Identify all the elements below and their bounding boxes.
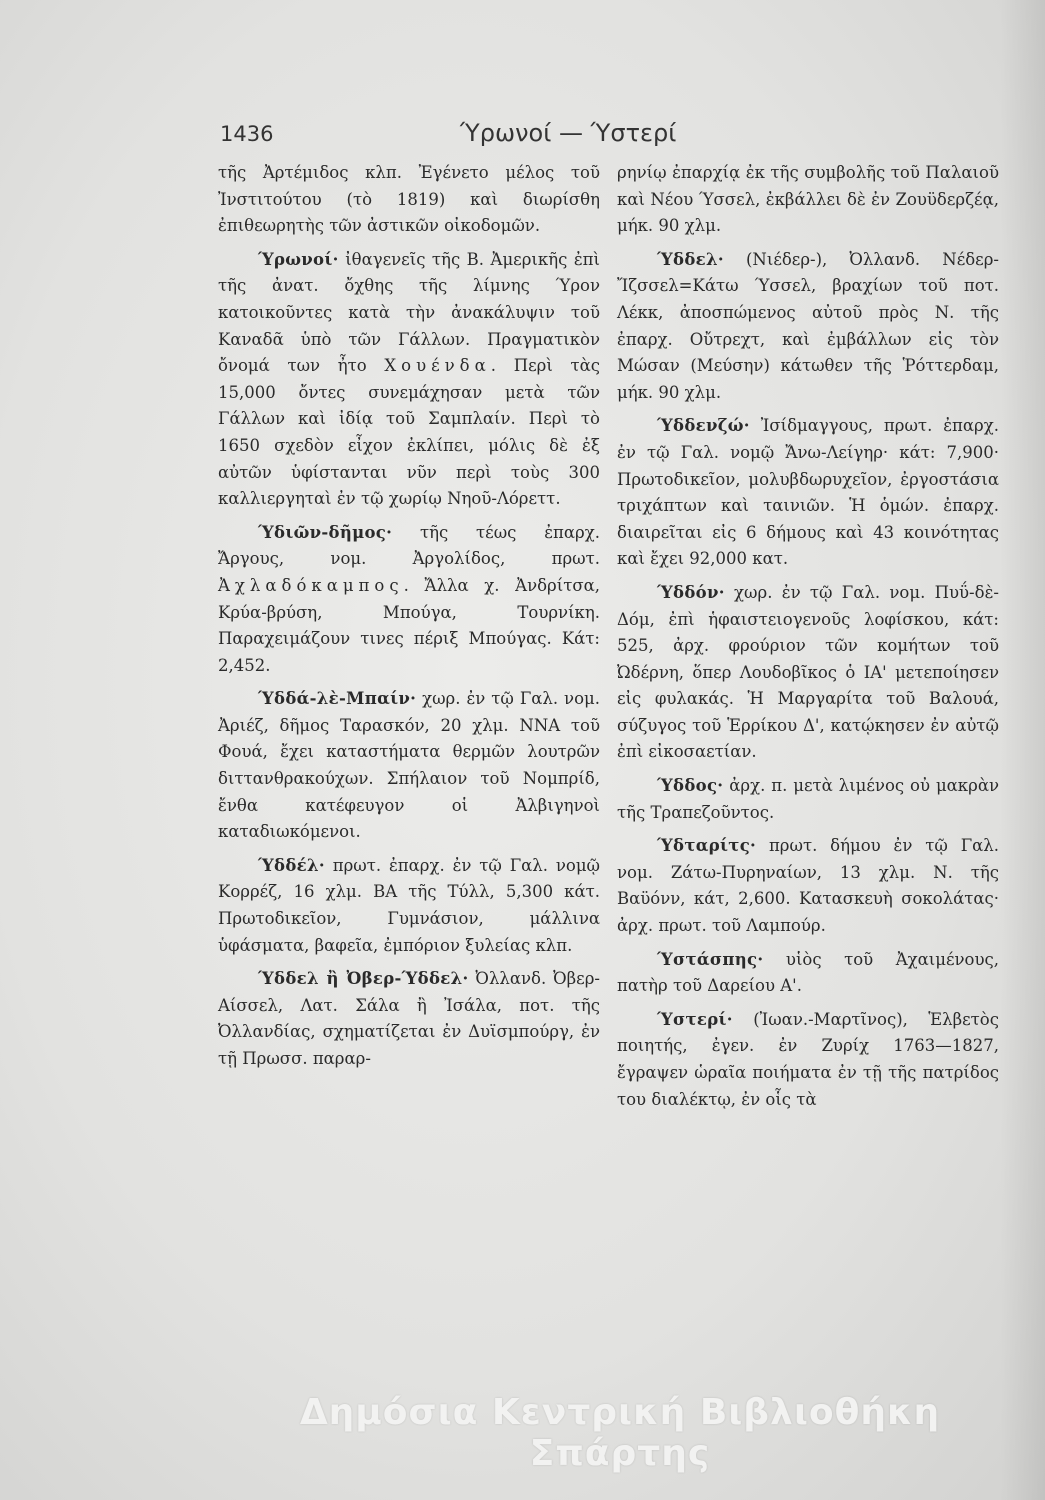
entry-headword: Ύδδελ· [657,249,724,269]
entry-headword: Ύδδελ ἢ Ὀβερ-Ύδδελ· [258,969,469,989]
running-head: Ύρωνοί — Ύστερί [460,119,677,147]
spaced-word: Χουένδα [384,356,491,376]
dictionary-entry [218,966,600,1072]
entry-text: χωρ. ἐν τῷ Γαλ. νομ. Ἀριέζ, δῆμος Ταρασκόν, 20 χλμ. ΝΝΑ τοῦ Φουά, ἔχει καταστήματα θερμῶν λουτρῶν διττανθρακούχων. Σπήλαιον τοῦ Νομπρίδ, ἔνθα κατέφευγον οἱ Ἀλβιγηνοὶ καταδιωκόμενοι. [218,689,600,842]
spaced-word: Ἀχλαδόκαμπος [218,575,404,595]
entry-text: Ὀλλανδ. Ὀβερ-Αίσσελ, Λατ. Σάλα ἢ Ἰσάλα, ποτ. τῆς Ὀλλανδίας, σχηματίζεται ἐν Δυϊσμπούργ, ἐν τῇ Πρωσσ. παραρ- [218,969,600,1068]
entry-text: Ἰσίδμαγγους, πρωτ. ἐπαρχ. ἐν τῷ Γαλ. νομῷ Ἄνω-Λείγηρ· κάτ: 7,900· Πρωτοδικεῖον, μολυβδωρυχεῖον, ἐργοστάσια τριχάπτων καὶ ταινιῶν. Ἡ ὁμών. ἐπαρχ. διαιρεῖται εἰς 6 δήμους καὶ 43 κοινότητας καὶ ἔχει 92,000 κατ. [617,416,999,569]
left-column [218,160,600,1080]
dictionary-entry [617,580,999,766]
entry-headword: Ύδδενζώ· [657,416,750,436]
dictionary-entry [617,1007,999,1113]
right-column [617,160,999,1120]
page-edge-shadow [1000,0,1045,1500]
entry-text: πρωτ. δήμου ἐν τῷ Γαλ. νομ. Ζάτω-Πυρηναίων, 13 χλμ. Ν. τῆς Βαϋόνν, κάτ, 2,600. Κατασκευὴ σοκολάτας· ἀρχ. πρωτ. τοῦ Λαμπούρ. [617,836,999,936]
dictionary-entry [218,853,600,959]
entry-headword: Ύδδος· [657,776,724,796]
entry-headword: Ύστάσπης· [657,949,764,969]
entry-headword: Ύδδά-λὲ-Μπαίν· [258,689,417,709]
dictionary-entry: Ύδιῶν-δῆμος· τῆς τέως ἐπαρχ. Ἄργους, νομ. Ἀργολίδος, πρωτ. Ἀχλαδόκαμπος. Ἄλλα χ. Ἀνδρίτσα, Κρύα-βρύση, Μπούγα, Τουρνίκη. Παραχειμάζουν τινες πέριξ Μπούγας. Κάτ: 2,452. [218,522,600,675]
dictionary-entry [617,773,999,826]
page-number: 1436 [220,122,274,146]
dictionary-entry: Ύρωνοί· ἰθαγενεῖς τῆς Β. Ἀμερικῆς ἐπὶ τῆς ἀνατ. ὄχθης τῆς λίμνης Ύρον κατοικοῦντες κατὰ τὴν ἀνακάλυψιν τοῦ Καναδᾶ ὑπὸ τῶν Γάλλων. Πραγματικὸν ὄνομά των ἦτο Χουένδα. Περὶ τὰς 15,000 ὄντες συνεμάχησαν μετὰ τῶν Γάλλων καὶ ἰδίᾳ τοῦ Σαμπλαίν. Περὶ τὸ 1650 σχεδὸν εἶχον ἐκλίπει, μόλις δὲ ἐξ αὐτῶν ὑφίστανται νῦν περὶ τοὺς 300 καλλιεργηταὶ ἐν τῷ χωρίῳ Νηοῦ-Λόρεττ. [218,249,600,509]
dictionary-entry [617,247,999,407]
entry-headword: Ύστερί· [657,1009,733,1029]
entry-text: πρωτ. ἐπαρχ. ἐν τῷ Γαλ. νομῷ Κορρέζ, 16 χλμ. ΒΑ τῆς Τύλλ, 5,300 κάτ. Πρωτοδικεῖον, Γυμνάσιον, μάλλινα ὑφάσματα, βαφεῖα, ἐμπόριον ξυλείας κλπ. [218,855,600,955]
entry-headword: Ύδδόν· [657,582,725,602]
dictionary-entry [617,413,999,573]
page-header [220,119,1010,154]
library-watermark: Δημόσια Κεντρική Βιβλιοθήκη Σπάρτης [299,1392,941,1474]
entry-text: χωρ. ἐν τῷ Γαλ. νομ. Πυΰ-δὲ-Δόμ, ἐπὶ ἡφαιστειογενοῦς λοφίσκου, κάτ: 525, ἀρχ. φρούριον τῶν κομήτων τοῦ Ὠδέρνη, ὅπερ Λουδοβῖκος ὁ ΙΑ' μετεποίησεν εἰς φυλακάς. Ἡ Μαργαρίτα τοῦ Βαλουά, σύζυγος τοῦ Ἑρρίκου Δ', κατῴκησεν ἐν αὐτῷ ἐπὶ εἰκοσαετίαν. [617,582,999,762]
entry-headword: Ύδδέλ· [258,855,325,875]
continued-paragraph: τῆς Ἀρτέμιδος κλπ. Ἐγένετο μέλος τοῦ Ἰνστιτούτου (τὸ 1819) καὶ διωρίσθη ἐπιθεωρητὴς τῶν ἀστικῶν οἰκοδομῶν. [218,163,600,236]
entry-headword: Ύδταρίτς· [657,836,757,856]
entry-text: (Ἰωαν.-Μαρτῖνος), Ἑλβετὸς ποιητής, ἐγεν. ἐν Ζυρίχ 1763—1827, ἔγραψεν ὡραῖα ποιήματα ἐν τῇ τῆς πατρίδος του διαλέκτῳ, ἐν οἷς τὰ [617,1009,999,1109]
entry-headword: Ύδιῶν-δῆμος· [258,522,393,542]
entry-headword: Ύρωνοί· [258,249,339,269]
dictionary-entry [617,833,999,939]
entry-text: υἱὸς τοῦ Ἀχαιμένους, πατὴρ τοῦ Δαρείου Α'. [617,949,999,996]
entry-text: ἀρχ. π. μετὰ λιμένος οὐ μακρὰν τῆς Τραπεζοῦντος. [617,776,999,822]
entry-text: (Νιέδερ-), Ὀλλανδ. Νέδερ-Ἴζσσελ=Κάτω Ύσσελ, βραχίων τοῦ ποτ. Λέκκ, ἀποσπώμενος αὐτοῦ πρὸς Ν. τῆς ἐπαρχ. Οὔτρεχτ, καὶ ἐμβάλλων εἰς τὸν Μώσαν (Μεύσην) κάτωθεν τῆς Ῥόττερδαμ, μήκ. 90 χλμ. [617,249,999,402]
dictionary-entry [218,686,600,846]
dictionary-entry [617,947,999,1000]
continued-paragraph: ρηνίῳ ἐπαρχίᾳ ἐκ τῆς συμβολῆς τοῦ Παλαιοῦ καὶ Νέου Ύσσελ, ἐκβάλλει δὲ ἐν Ζουϋδερζέᾳ, μήκ. 90 χλμ. [617,163,999,236]
